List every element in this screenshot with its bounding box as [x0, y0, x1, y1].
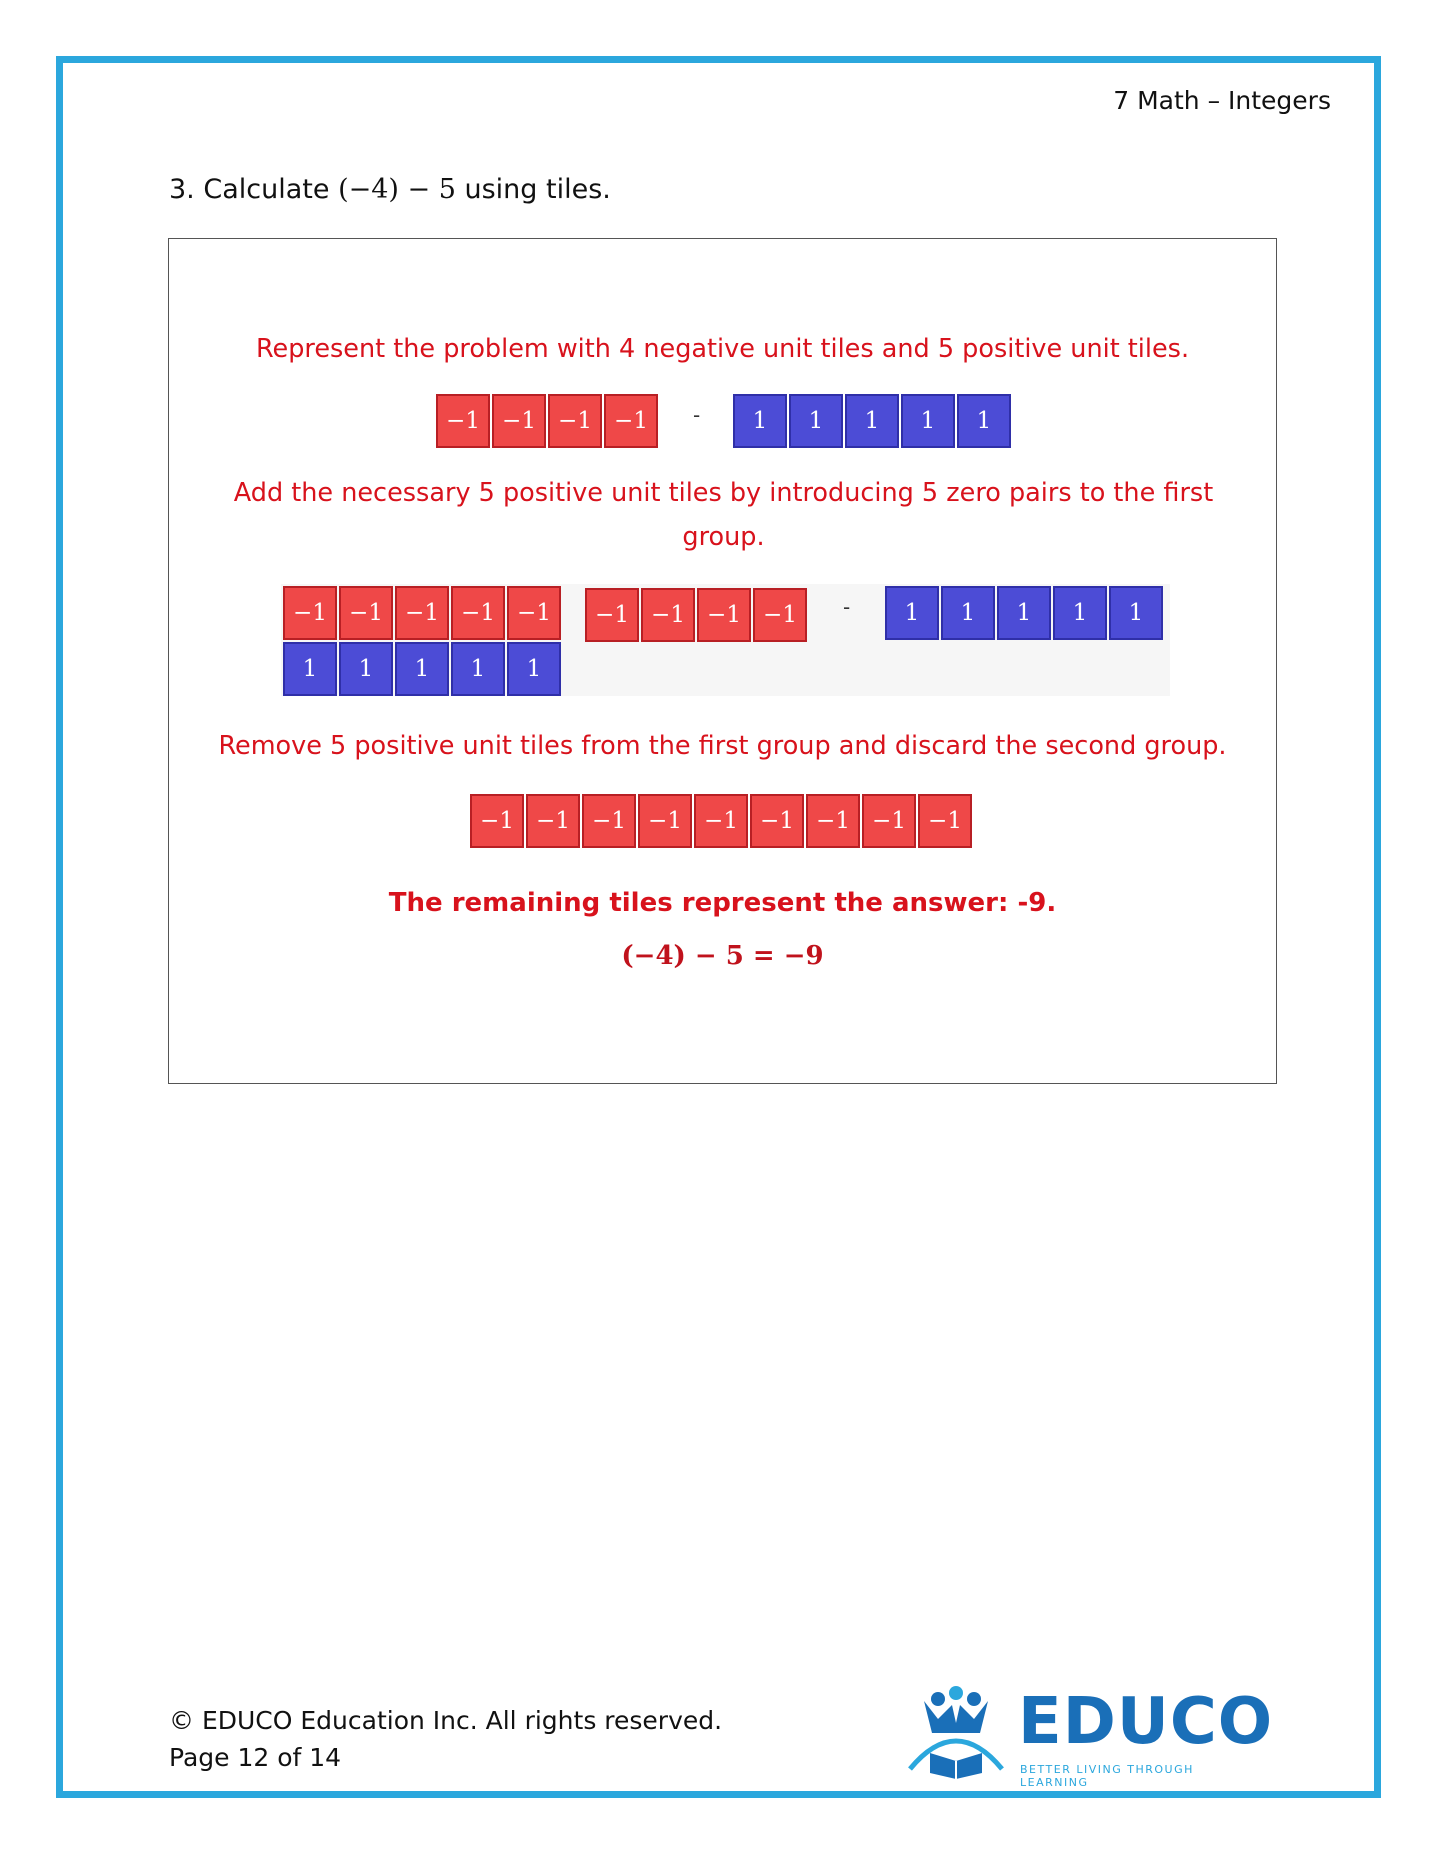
- negative-tile: −1: [451, 586, 505, 640]
- solution-box: [168, 238, 1277, 1084]
- negative-tile: −1: [339, 586, 393, 640]
- positive-tile: 1: [283, 642, 337, 696]
- positive-tile: 1: [451, 642, 505, 696]
- question-expression: (−4) − 5: [338, 174, 456, 205]
- logo-mark-icon: [900, 1683, 1012, 1783]
- negative-tile: −1: [604, 394, 658, 448]
- zero-pair-positive-tiles: [283, 642, 561, 696]
- positive-tile: 1: [901, 394, 955, 448]
- negative-tile: −1: [641, 588, 695, 642]
- step-3-instruction: Remove 5 positive unit tiles from the first group and discard the second group.: [218, 731, 1227, 761]
- negative-tile: −1: [492, 394, 546, 448]
- negative-tile: −1: [526, 794, 580, 848]
- step-1-instruction: Represent the problem with 4 negative unit tiles and 5 positive unit tiles.: [255, 334, 1190, 364]
- positive-tile: 1: [845, 394, 899, 448]
- negative-tile: −1: [470, 794, 524, 848]
- positive-tile: 1: [395, 642, 449, 696]
- negative-tile: −1: [918, 794, 972, 848]
- step-2-positive-tiles: [885, 586, 1163, 640]
- result-tiles: [470, 794, 972, 848]
- step-1-positive-tiles: [733, 394, 1011, 448]
- footer-page-number: Page 12 of 14: [169, 1743, 342, 1772]
- positive-tile: 1: [957, 394, 1011, 448]
- question-number: 3.: [169, 174, 195, 205]
- negative-tile: −1: [638, 794, 692, 848]
- negative-tile: −1: [582, 794, 636, 848]
- answer-equation: (−4) − 5 = −9: [621, 941, 824, 971]
- subtraction-sign: -: [693, 403, 701, 427]
- header-title: 7 Math – Integers: [1113, 86, 1331, 115]
- negative-tile: −1: [694, 794, 748, 848]
- negative-tile: −1: [750, 794, 804, 848]
- question-line: [169, 174, 611, 205]
- negative-tile: −1: [283, 586, 337, 640]
- positive-tile: 1: [1053, 586, 1107, 640]
- negative-tile: −1: [585, 588, 639, 642]
- negative-tile: −1: [395, 586, 449, 640]
- step-2-negative-tiles: [585, 588, 807, 642]
- logo-wordmark: EDUCO: [1018, 1685, 1274, 1759]
- negative-tile: −1: [862, 794, 916, 848]
- subtraction-sign: -: [843, 595, 851, 619]
- step-1-negative-tiles: [436, 394, 658, 448]
- positive-tile: 1: [339, 642, 393, 696]
- footer-copyright: © EDUCO Education Inc. All rights reserved.: [169, 1706, 723, 1735]
- negative-tile: −1: [436, 394, 490, 448]
- question-prefix: Calculate: [203, 174, 330, 205]
- step-2-instruction: Add the necessary 5 positive unit tiles by introducing 5 zero pairs to the first group.: [233, 478, 1214, 552]
- positive-tile: 1: [885, 586, 939, 640]
- positive-tile: 1: [941, 586, 995, 640]
- logo-tagline: BETTER LIVING THROUGH LEARNING: [1020, 1763, 1194, 1789]
- question-suffix: using tiles.: [464, 174, 611, 205]
- negative-tile: −1: [753, 588, 807, 642]
- positive-tile: 1: [733, 394, 787, 448]
- answer-text: The remaining tiles represent the answer: -9.: [388, 888, 1057, 918]
- positive-tile: 1: [1109, 586, 1163, 640]
- educo-logo: [900, 1683, 1274, 1789]
- positive-tile: 1: [507, 642, 561, 696]
- negative-tile: −1: [697, 588, 751, 642]
- positive-tile: 1: [789, 394, 843, 448]
- negative-tile: −1: [806, 794, 860, 848]
- positive-tile: 1: [997, 586, 1051, 640]
- negative-tile: −1: [507, 586, 561, 640]
- zero-pair-negative-tiles: [283, 586, 561, 640]
- negative-tile: −1: [548, 394, 602, 448]
